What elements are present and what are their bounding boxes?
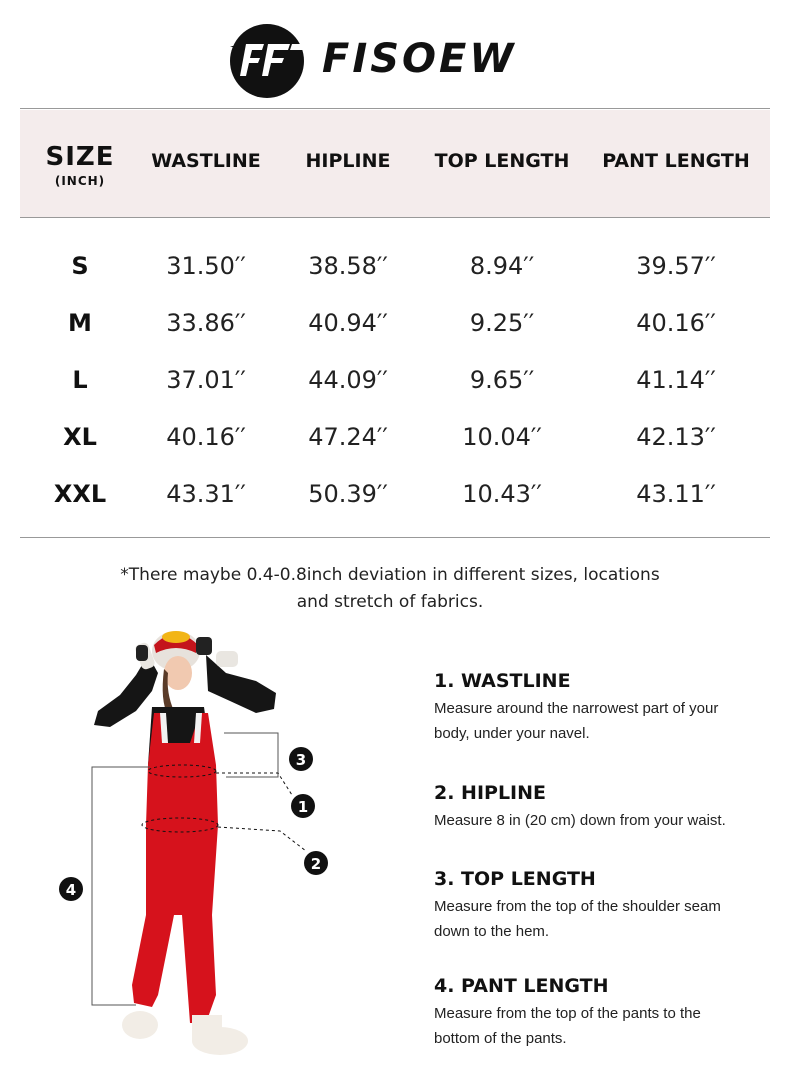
brand-name: FISOEW — [322, 36, 517, 82]
marker-2-label: 2 — [310, 855, 322, 873]
measure-pant-length — [434, 975, 774, 1051]
wastline-cell: 43.31′′ — [166, 480, 246, 508]
measure-title: 1. WASTLINE — [434, 670, 571, 692]
hipline-cell: 38.58′′ — [308, 252, 388, 280]
size-cell: XXL — [53, 480, 107, 508]
size-column-header — [20, 142, 140, 188]
size-unit-label: (INCH) — [54, 174, 106, 188]
table-header-rule — [20, 217, 770, 218]
deviation-note — [60, 562, 720, 616]
pant-length-cell: 41.14′′ — [636, 366, 716, 394]
top-length-cell: 8.94′′ — [469, 252, 535, 280]
size-cell: L — [72, 366, 88, 394]
hipline-cell: 47.24′′ — [308, 423, 388, 451]
marker-3-label: 3 — [295, 751, 307, 769]
top-length-cell: 9.65′′ — [469, 366, 535, 394]
top-length-cell: 10.43′′ — [462, 480, 542, 508]
brand-header — [0, 0, 800, 108]
column-header-hipline: HIPLINE — [305, 150, 391, 172]
model-measurement-illustration — [40, 615, 360, 1065]
wastline-cell: 33.86′′ — [166, 309, 246, 337]
top-length-cell: 9.25′′ — [469, 309, 535, 337]
marker-2-icon — [304, 851, 328, 875]
marker-1-label: 1 — [297, 798, 309, 816]
marker-3-icon — [289, 747, 313, 771]
table-row — [0, 423, 800, 463]
table-row — [0, 480, 800, 520]
size-cell: M — [68, 309, 92, 337]
boot-icon — [122, 1011, 158, 1039]
size-header-label: SIZE — [45, 142, 115, 172]
note-line-2: and stretch of fabrics. — [296, 592, 484, 612]
pant-length-cell: 39.57′′ — [636, 252, 716, 280]
measure-description: Measure from the top of the shoulder seam down to the hem. — [434, 898, 721, 940]
measure-title: 2. HIPLINE — [434, 782, 547, 804]
measure-description: Measure from the top of the pants to the bottom of the pants. — [434, 1005, 701, 1047]
measure-description: Measure 8 in (20 cm) down from your waist. — [434, 812, 726, 829]
size-cell: XL — [63, 423, 97, 451]
column-header-top-length: TOP LENGTH — [434, 150, 570, 172]
hipline-cell: 40.94′′ — [308, 309, 388, 337]
pant-length-cell: 42.13′′ — [636, 423, 716, 451]
table-top-rule — [20, 108, 770, 109]
column-header-pant-length: PANT LENGTH — [602, 150, 750, 172]
table-row — [0, 252, 800, 292]
face-icon — [164, 656, 192, 690]
column-header-wastline: WASTLINE — [151, 150, 261, 172]
marker-1-icon — [291, 794, 315, 818]
wastline-cell: 31.50′′ — [166, 252, 246, 280]
ff-circle-logo-icon — [228, 22, 306, 100]
measure-title: 3. TOP LENGTH — [434, 868, 596, 890]
ski-bib-icon — [132, 713, 218, 1023]
hipline-cell: 44.09′′ — [308, 366, 388, 394]
wastline-cell: 40.16′′ — [166, 423, 246, 451]
pant-length-cell: 40.16′′ — [636, 309, 716, 337]
table-bottom-rule — [20, 537, 770, 538]
marker-4-icon — [59, 877, 83, 901]
measure-top-length — [434, 868, 774, 944]
measure-description: Measure around the narrowest part of your body, under your navel. — [434, 700, 719, 742]
top-length-cell: 10.04′′ — [462, 423, 542, 451]
table-row — [0, 366, 800, 406]
measure-title: 4. PANT LENGTH — [434, 975, 609, 997]
pant-length-cell: 43.11′′ — [636, 480, 716, 508]
measure-hipline — [434, 782, 774, 833]
measure-wastline — [434, 670, 774, 746]
size-cell: S — [71, 252, 89, 280]
hipline-cell: 50.39′′ — [308, 480, 388, 508]
note-line-1: *There maybe 0.4-0.8inch deviation in different sizes, locations — [120, 565, 660, 585]
table-row — [0, 309, 800, 349]
marker-4-label: 4 — [65, 881, 77, 899]
wastline-cell: 37.01′′ — [166, 366, 246, 394]
